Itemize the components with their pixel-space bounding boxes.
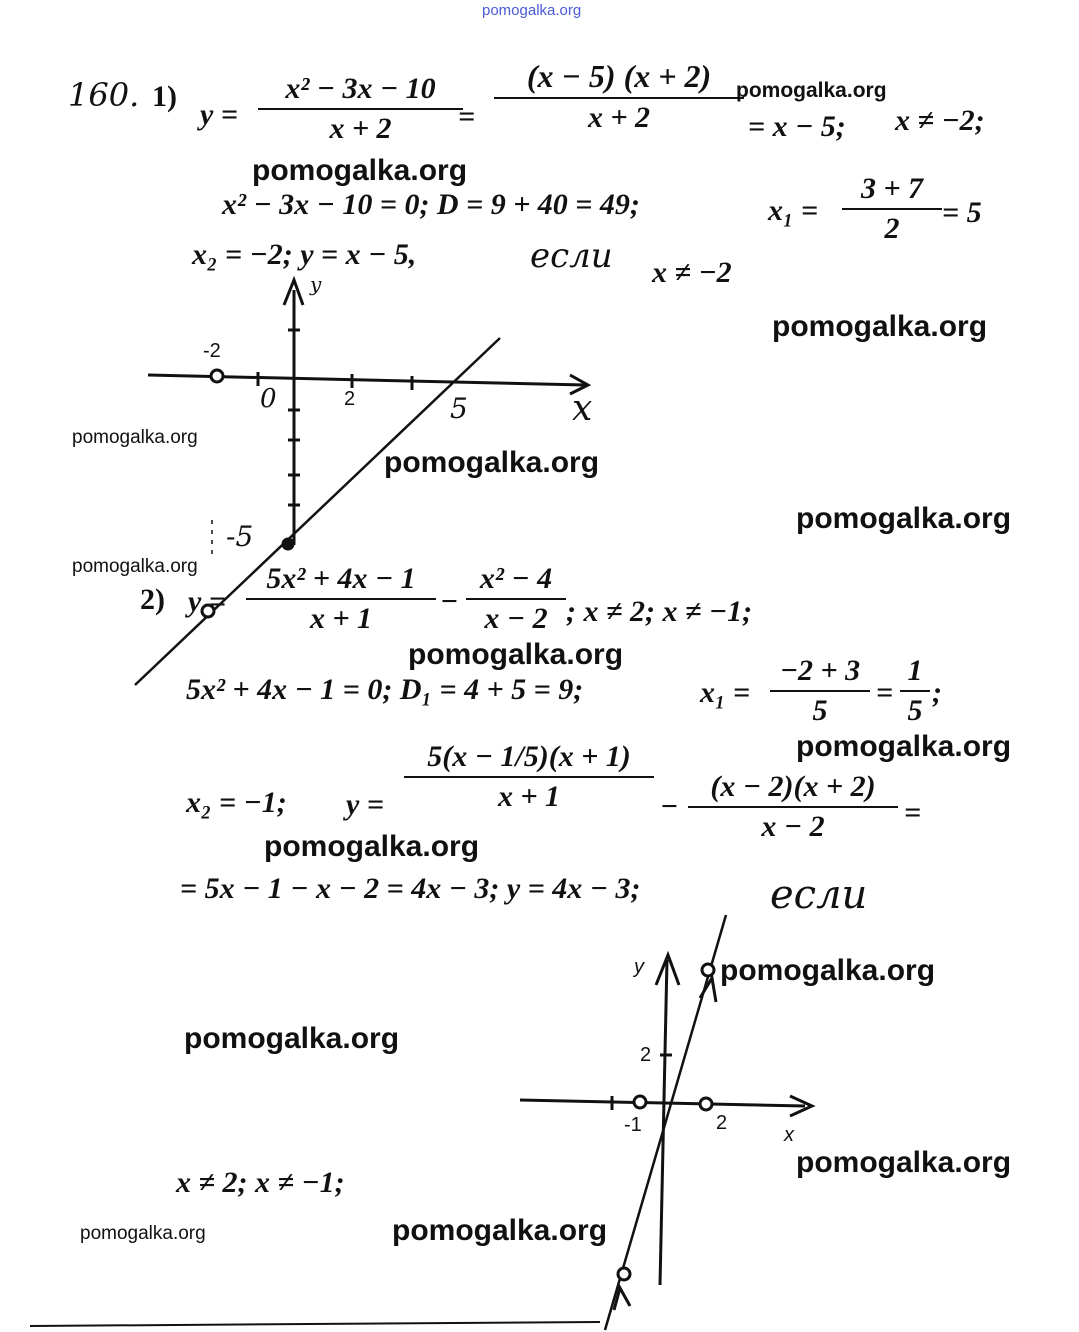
part2-x1-lhs: x₁ = [700, 676, 751, 709]
graph1-x-label: x [572, 388, 593, 429]
watermark: pomogalka.org [720, 954, 936, 987]
part2-lhs: y = [188, 585, 226, 618]
graph2-y-label: y [634, 956, 644, 978]
part1-x1-result: = 5 [942, 196, 982, 229]
part2-line5: x ≠ 2; x ≠ −1; [176, 1166, 345, 1199]
part2-num2: x² − 4 [479, 562, 553, 595]
part1-x1-den: 2 [884, 212, 900, 245]
part1-condition: x ≠ −2; [895, 104, 985, 137]
part2-den1: x + 1 [309, 602, 373, 635]
fraction-bar [466, 598, 566, 600]
part1-line3-condition: x ≠ −2 [652, 256, 732, 289]
part2-minus: − [440, 585, 459, 618]
graph2-tick-neg1: -1 [624, 1114, 642, 1136]
part2-line3-y: y = [346, 788, 384, 821]
part2-line3: x₂ = −1; [186, 786, 287, 819]
part1-label: 1) [152, 80, 177, 113]
part2-line3-den2: x − 2 [761, 810, 825, 843]
part2-line3-num2: (x − 2)(x + 2) [710, 770, 876, 803]
part1-num2: (x − 5) (x + 2) [526, 58, 712, 94]
part2-line3-num1: 5(x − 1/5)(x + 1) [427, 740, 631, 773]
part2-x1-rnum: 1 [907, 654, 923, 687]
graph2-open-point-neg1 [634, 1096, 646, 1108]
part1-line3: x₂ = −2; y = x − 5, [192, 238, 417, 271]
part2-line3-minus: − [660, 790, 679, 823]
graph1-tick-2: 2 [344, 388, 356, 410]
graph2-open-point-low [618, 1268, 630, 1280]
graph1-tick-neg5: -5 [226, 520, 254, 553]
graph1-tick-0: 0 [260, 384, 277, 414]
part2-line4: = 5x − 1 − x − 2 = 4x − 3; y = 4x − 3; [180, 872, 641, 905]
part1-x1-num: 3 + 7 [860, 172, 924, 205]
graph2-tick-2-y: 2 [640, 1044, 652, 1066]
fraction-bar [770, 690, 870, 692]
part1-equation-line: x² − 3x − 10 = 0; D = 9 + 40 = 49; [222, 188, 640, 221]
part1-x1-lhs: x₁ = [768, 194, 819, 227]
part2-line3-fraction-1 [404, 740, 654, 814]
watermark: pomogalka.org [796, 730, 1012, 763]
graph1-tick-5: 5 [450, 392, 468, 425]
fraction-bar [688, 806, 898, 808]
part1-den1: x + 2 [329, 112, 392, 145]
part1-handwritten-if: если [530, 236, 613, 276]
part1-eq: = [458, 100, 476, 133]
bottom-rule [30, 1322, 600, 1326]
part1-result: = x − 5; [748, 110, 846, 143]
watermark: pomogalka.org [72, 556, 198, 577]
part1-lhs: y = [200, 98, 238, 131]
graph2-open-point-high [702, 964, 714, 976]
watermark: pomogalka.org [72, 427, 198, 448]
part2-line3-eq: = [904, 796, 922, 829]
part2-fraction-2 [466, 562, 566, 636]
part2-x1-semicolon: ; [932, 676, 942, 709]
graph2-x-label: x [784, 1124, 794, 1146]
part2-label: 2) [140, 583, 165, 616]
watermark-top: pomogalka.org [482, 2, 582, 19]
part2-num1: 5x² + 4x − 1 [266, 562, 416, 595]
part2-x1-eq: = [876, 676, 894, 709]
part2-x1-den: 5 [812, 694, 828, 727]
watermark: pomogalka.org [772, 310, 988, 343]
watermark: pomogalka.org [384, 446, 600, 479]
fraction-bar [404, 776, 654, 778]
watermark: pomogalka.org [796, 502, 1012, 535]
watermark: pomogalka.org [392, 1214, 608, 1247]
part2-condition: ; x ≠ 2; x ≠ −1; [566, 595, 753, 628]
graph1-y-label: y [310, 272, 322, 296]
fraction-bar [246, 598, 436, 600]
part2-equation-line: 5x² + 4x − 1 = 0; D₁ = 4 + 5 = 9; [186, 673, 584, 706]
watermark: pomogalka.org [184, 1022, 400, 1055]
part2-x1-fraction [770, 654, 870, 728]
part2-x1-rden: 5 [907, 694, 923, 727]
watermark: pomogalka.org [796, 1146, 1012, 1179]
graph1-open-point-axis [211, 370, 223, 382]
part1-den2: x + 2 [587, 101, 651, 134]
graph1-intercept-point [283, 539, 293, 549]
graph2-tick-2-x: 2 [716, 1112, 728, 1134]
part2-line3-fraction-2 [688, 770, 898, 844]
graph1-tick-neg2: -2 [203, 340, 221, 362]
watermark: pomogalka.org [264, 830, 480, 863]
watermark: pomogalka.org [736, 79, 887, 102]
part2-x1-result-fraction [900, 654, 930, 728]
part2-fraction-1 [246, 562, 436, 636]
problem-number: 160. [68, 76, 140, 114]
watermark: pomogalka.org [252, 154, 468, 187]
part2-x1-num: −2 + 3 [779, 654, 861, 687]
graph2-open-point-2 [700, 1098, 712, 1110]
part2-line3-den1: x + 1 [497, 780, 561, 813]
part1-num1: x² − 3x − 10 [285, 72, 436, 105]
watermark: pomogalka.org [408, 638, 624, 671]
watermark: pomogalka.org [80, 1223, 206, 1244]
fraction-bar [900, 690, 930, 692]
part2-den2: x − 2 [484, 602, 548, 635]
part2-handwritten-if: если [770, 872, 868, 918]
